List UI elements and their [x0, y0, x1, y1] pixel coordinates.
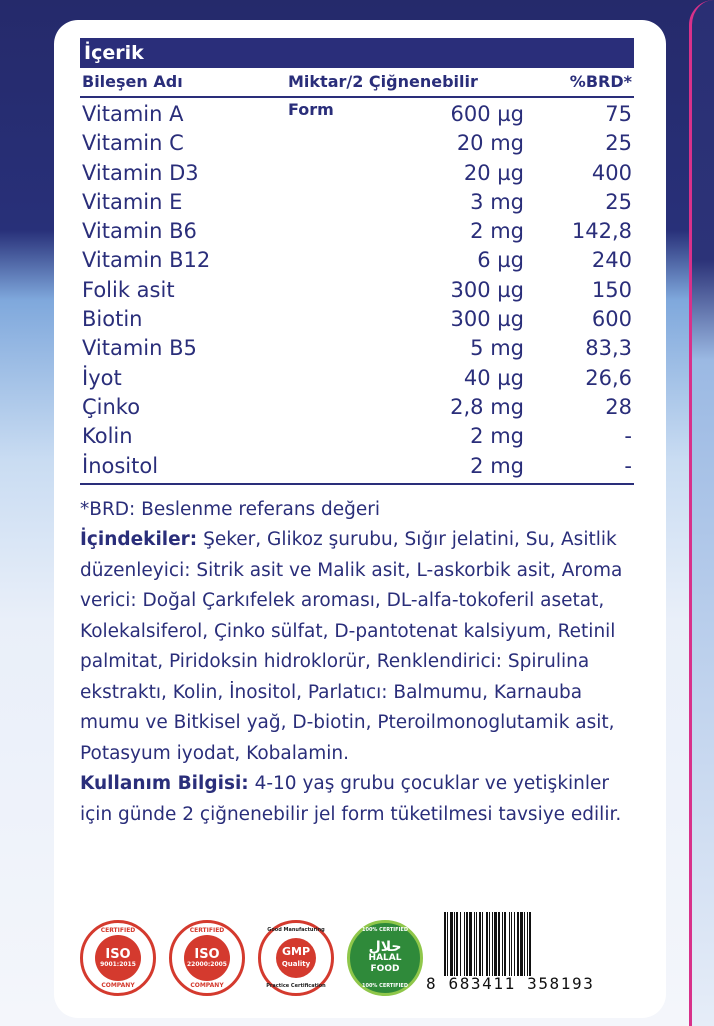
table-row: [80, 393, 634, 422]
nutrient-name: Vitamin E: [82, 189, 183, 214]
nutrient-amount: 3 mg: [470, 189, 524, 214]
label-content: [80, 38, 634, 830]
header-amount: Miktar/2 Çiğnenebilir Form: [288, 72, 478, 119]
nutrient-amount: 2 mg: [470, 453, 524, 478]
barcode-number: 8 683411 358193: [426, 974, 595, 993]
nutrient-amount: 6 µg: [477, 248, 524, 273]
table-body: [80, 98, 634, 485]
nutrient-name: Vitamin D3: [82, 160, 199, 185]
nutrient-brd: 142,8: [571, 219, 632, 244]
nutrient-brd: -: [624, 453, 632, 478]
brd-footnote: *BRD: Beslenme referans değeri: [80, 498, 381, 520]
table-row: [80, 188, 634, 217]
header-name: Bileşen Adı: [82, 72, 183, 91]
barcode: [426, 912, 634, 993]
table-row: [80, 305, 634, 334]
nutrient-brd: 83,3: [585, 336, 632, 361]
table-row: [80, 217, 634, 246]
nutrient-name: İyot: [82, 365, 122, 390]
nutrient-amount: 20 mg: [456, 131, 524, 156]
halal-logo: 100% CERTIFIED حلال HALAL FOOD 100% CERTIFIED: [347, 920, 423, 996]
iso-22000-logo: CERTIFIED ISO 22000:2005 COMPANY: [169, 920, 245, 996]
nutrient-brd: 150: [591, 277, 632, 302]
nutrient-name: Kolin: [82, 424, 133, 449]
usage-info: [80, 769, 634, 830]
nutrient-amount: 2,8 mg: [450, 394, 524, 419]
nutrient-amount: 300 µg: [450, 307, 524, 332]
ingredients: [80, 525, 634, 769]
nutrient-amount: 2 mg: [470, 424, 524, 449]
table-title: İçerik: [80, 38, 634, 68]
notes: [80, 495, 634, 831]
header-brd: %BRD*: [569, 72, 632, 91]
nutrient-amount: 20 µg: [463, 160, 524, 185]
nutrient-name: Folik asit: [82, 277, 175, 302]
nutrient-name: Çinko: [82, 394, 141, 419]
barcode-bars: [444, 912, 634, 976]
nutrient-brd: 400: [591, 160, 632, 185]
nutrient-name: Vitamin B6: [82, 219, 197, 244]
nutrient-amount: 2 mg: [470, 219, 524, 244]
table-row: [80, 364, 634, 393]
nutrient-name: Biotin: [82, 307, 143, 332]
nutrient-name: Vitamin B5: [82, 336, 197, 361]
nutrient-brd: 26,6: [585, 365, 632, 390]
nutrient-brd: 600: [591, 307, 632, 332]
table-row: [80, 129, 634, 158]
usage-label: Kullanım Bilgisi:: [80, 773, 249, 795]
nutrient-amount: 600 µg: [450, 102, 524, 126]
nutrient-brd: 25: [605, 189, 632, 214]
table-row: [80, 246, 634, 275]
nutrient-brd: 240: [591, 248, 632, 273]
nutrient-brd: 28: [605, 394, 632, 419]
table-row: [80, 452, 634, 481]
gmp-logo: Good Manufacturing GMP Quality Practice Certification: [258, 920, 334, 996]
nutrient-brd: 75: [605, 102, 632, 126]
nutrient-name: Vitamin B12: [82, 248, 211, 273]
nutrient-name: Vitamin A: [82, 102, 184, 126]
nutrient-brd: 25: [605, 131, 632, 156]
nutrient-name: İnositol: [82, 453, 159, 478]
nutrient-brd: -: [624, 424, 632, 449]
nutrient-name: Vitamin C: [82, 131, 184, 156]
table-row: [80, 276, 634, 305]
iso-9001-logo: CERTIFIED ISO 9001:2015 COMPANY: [80, 920, 156, 996]
ingredients-label: İçindekiler:: [80, 529, 198, 551]
usage-text: 4-10 yaş grubu çocuklar ve yetişkinler için günde 2 çiğnenebilir jel form tüketilmesi tavsiye edilir.: [80, 773, 622, 825]
table-row: [80, 100, 634, 129]
table-row: [80, 159, 634, 188]
nutrient-amount: 5 mg: [470, 336, 524, 361]
table-row: [80, 334, 634, 363]
table-row: [80, 422, 634, 451]
certification-logos: [80, 920, 423, 996]
ingredients-text: Şeker, Glikoz şurubu, Sığır jelatini, Su, Asitlik düzenleyici: Sitrik asit ve Malik asit, L-askorbik asit, Aroma verici: Doğal Çarkıfelek aroması, DL-alfa-tokoferil asetat, Kolekalsiferol, Çinko sülfat, D-pantotenat kalsiyum, Retinil palmitat, Piridoksin hidroklorür, Renklendirici: Spirulina ekstraktı, Kolin, İnositol, Parlatıcı: Balmumu, Karnauba mumu ve Bitkisel yağ, D-biotin, Pteroilmonoglutamik asit, Potasyum iyodat, Kobalamin.: [80, 529, 623, 764]
nutrient-amount: 40 µg: [463, 365, 524, 390]
nutrient-amount: 300 µg: [450, 277, 524, 302]
pink-edge-decoration: [689, 0, 714, 1026]
